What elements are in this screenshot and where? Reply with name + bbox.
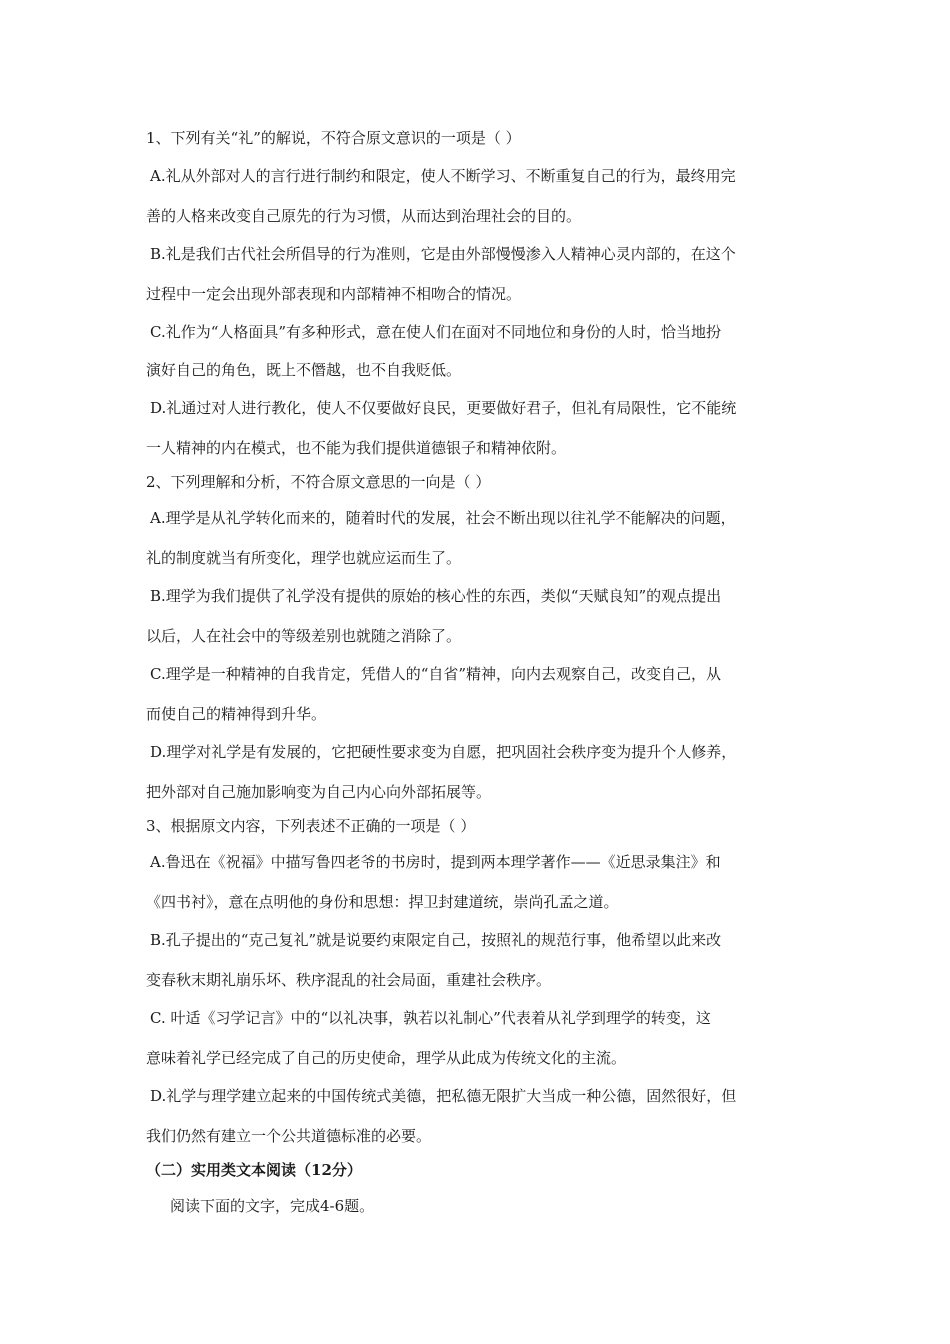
q1-option-d-line1: D.礼通过对人进行教化，使人不仅要做好良民，更要做好君子，但礼有局限性，它不能统	[150, 399, 737, 417]
section-heading: （二）实用类文本阅读（12分）	[146, 1161, 362, 1179]
q2-option-b-line1: B.理学为我们提供了礼学没有提供的原始的核心性的东西，类似“天赋良知”的观点提出	[150, 587, 722, 605]
q2-option-a-line2: 礼的制度就当有所变化，理学也就应运而生了。	[146, 549, 462, 567]
section-instruction: 阅读下面的文字，完成4-6题。	[170, 1197, 375, 1215]
q1-option-d-line2: 一人精神的内在模式，也不能为我们提供道德银子和精神依附。	[146, 439, 567, 457]
q2-option-c-line1: C.理学是一种精神的自我肯定，凭借人的“自省”精神，向内去观察自己，改变自己，从	[150, 665, 722, 683]
q3-option-b-line2: 变春秋末期礼崩乐坏、秩序混乱的社会局面，重建社会秩序。	[146, 971, 552, 989]
q1-option-b-line1: B.礼是我们古代社会所倡导的行为准则，它是由外部慢慢渗入人精神心灵内部的，在这个	[150, 245, 736, 263]
question-2-stem: 2、下列理解和分析，不符合原文意思的一向是（ ）	[146, 473, 491, 491]
q2-option-c-line2: 而使自己的精神得到升华。	[146, 705, 327, 723]
q1-option-c-line1: C.礼作为“人格面具”有多种形式，意在使人们在面对不同地位和身份的人时，恰当地扮	[150, 323, 722, 341]
q3-option-a-line1: A.鲁迅在《祝福》中描写鲁四老爷的书房时，提到两本理学著作——《近思录集注》和	[150, 853, 721, 871]
q3-option-d-line2: 我们仍然有建立一个公共道德标准的必要。	[146, 1127, 432, 1145]
question-3-stem: 3、根据原文内容，下列表述不正确的一项是（ ）	[146, 817, 476, 835]
q1-option-a-line1: A.礼从外部对人的言行进行制约和限定，使人不断学习、不断重复自己的行为，最终用完	[150, 167, 736, 185]
q1-option-b-line2: 过程中一定会出现外部表现和内部精神不相吻合的情况。	[146, 285, 522, 303]
q3-option-c-line1: C. 叶适《习学记言》中的“以礼决事，孰若以礼制心”代表着从礼学到理学的转变，这	[150, 1009, 711, 1027]
q2-option-d-line1: D.理学对礼学是有发展的，它把硬性要求变为自愿，把巩固社会秩序变为提升个人修养，	[150, 743, 737, 761]
question-1-stem: 1、下列有关“礼”的解说，不符合原文意识的一项是（ ）	[146, 129, 521, 147]
q1-option-c-line2: 演好自己的角色，既上不僭越，也不自我贬低。	[146, 361, 462, 379]
q3-option-b-line1: B.孔子提出的“克己复礼”就是说要约束限定自己，按照礼的规范行事，他希望以此来改	[150, 931, 722, 949]
q2-option-a-line1: A.理学是从礼学转化而来的，随着时代的发展，社会不断出现以往礼学不能解决的问题，	[150, 509, 736, 527]
q3-option-d-line1: D.礼学与理学建立起来的中国传统式美德，把私德无限扩大当成一种公德，固然很好，但	[150, 1087, 737, 1105]
q3-option-c-line2: 意味着礼学已经完成了自己的历史使命，理学从此成为传统文化的主流。	[146, 1049, 627, 1067]
q1-option-a-line2: 善的人格来改变自己原先的行为习惯，从而达到治理社会的目的。	[146, 207, 582, 225]
q2-option-b-line2: 以后，人在社会中的等级差别也就随之消除了。	[146, 627, 462, 645]
q3-option-a-line2: 《四书衬》，意在点明他的身份和思想：捍卫封建道统，崇尚孔孟之道。	[146, 893, 619, 911]
q2-option-d-line2: 把外部对自己施加影响变为自己内心向外部拓展等。	[146, 783, 492, 801]
